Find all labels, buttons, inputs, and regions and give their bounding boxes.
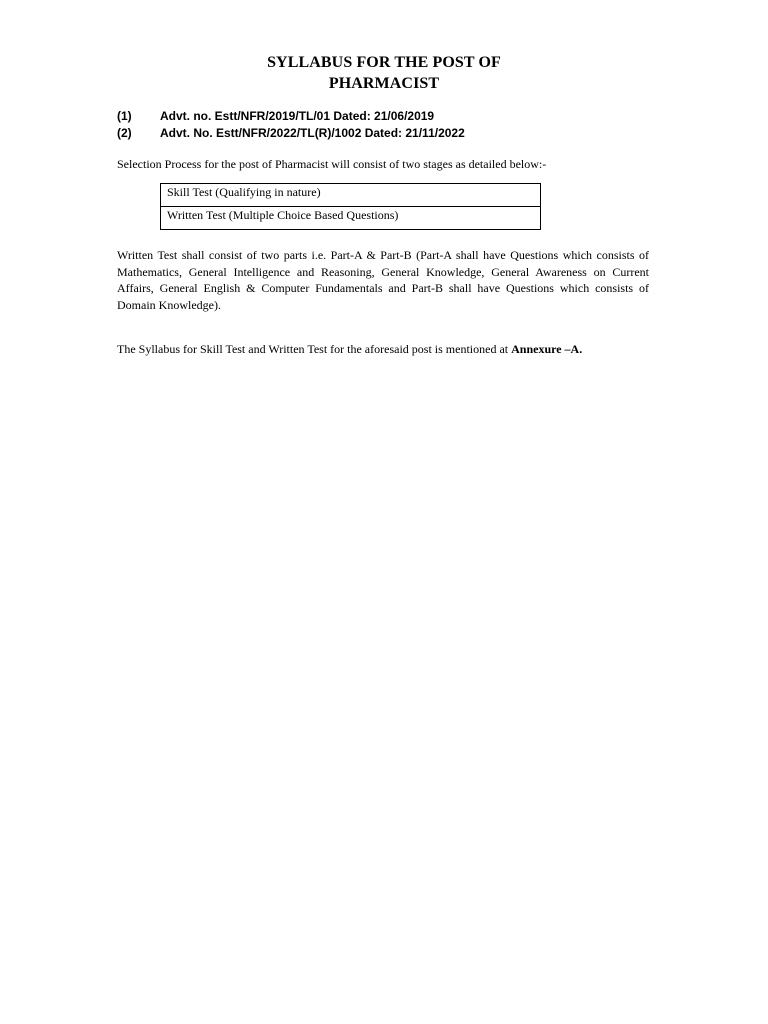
annexure-reference: Annexure –A. — [511, 342, 583, 356]
written-test-description: Written Test shall consist of two parts i.e. Part-A & Part-B (Part-A shall have Questions which consists of Mathematics, General Intelligence and Reasoning, General Knowledge, General Awareness on Current Affairs, General English & Computer Fundamentals and Part-B shall have Questions which consists of Domain Knowledge). — [117, 248, 649, 313]
annexure-text: The Syllabus for Skill Test and Written Test for the aforesaid post is mentioned at — [117, 342, 512, 356]
advertisement-item — [117, 108, 434, 124]
advertisement-text: Advt. no. Estt/NFR/2019/TL/01 Dated: 21/06/2019 — [160, 109, 435, 123]
table-cell — [161, 184, 541, 207]
annexure-paragraph — [117, 341, 649, 358]
page-title-line-1: SYLLABUS FOR THE POST OF — [267, 54, 501, 71]
advertisement-number: (1) — [117, 109, 132, 123]
table-row — [161, 207, 541, 230]
selection-stages-table — [160, 183, 541, 230]
stage-skill-test: Skill Test (Qualifying in nature) — [167, 185, 321, 199]
table-row — [161, 184, 541, 207]
advertisement-item — [117, 125, 465, 141]
selection-intro: Selection Process for the post of Pharmacist will consist of two stages as detailed below:- — [117, 157, 547, 171]
advertisement-number: (2) — [117, 126, 132, 140]
stage-written-test: Written Test (Multiple Choice Based Questions) — [167, 208, 399, 222]
table-cell — [161, 207, 541, 230]
page-title-line-2: PHARMACIST — [328, 75, 440, 92]
advertisement-text: Advt. No. Estt/NFR/2022/TL(R)/1002 Dated: 21/11/2022 — [160, 126, 465, 140]
